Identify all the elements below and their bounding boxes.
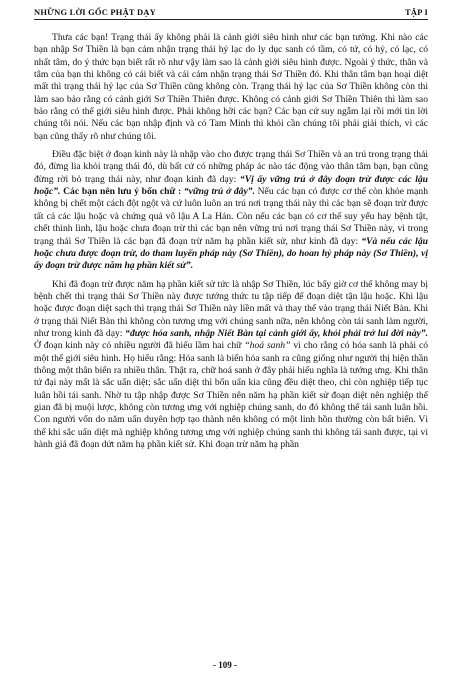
paragraph — [34, 32, 428, 143]
text-run: vì cho rằng có hóa sanh là phải có một thế giới siêu hình. Họ hiểu rằng: Hóa sanh là biến hóa sanh ra cũng giống như người thị hiện thần thông một thân biến ra nhiều thân. Thật ra, chữ hoá sanh ở đây phải hiểu nghĩa là tướng ưng. Khi thân tứ đại này mất là sắc uẩn diệt; sắc uẩn diệt thì bốn uẩn kia cũng đều diệt theo, chỉ còn nghiệp tiếp tục luân hồi tái sanh. Nhờ tu tập nhập được Sơ Thiền nên năm hạ phần kiết sử đoạn diệt nên nghiệp thế gian đã bị muội lược, không còn tương ưng với nghiệp chúng sanh, do đó không thể tái sanh luân hồi. Con người vốn do năm uẩn duyên hợp tạo thành nên không có một linh hồn thường còn bất biến. Vì thế khi sắc uẩn diệt mà nghiệp không tương ưng với nghiệp chúng sanh thì không tái sanh được, tại vì hành giả đã đoạn dứt năm hạ phần kiết sử. Khi đoạn trừ năm hạ phần — [34, 340, 429, 450]
text-run: Khi đã đoạn trừ được năm hạ phần kiết sử tức là nhập Sơ Thiền, lúc bấy giờ cơ thể không may bị bệnh chết thì trạng thái Sơ Thiền này được tướng thức tu tập tiếp để đoạn diệt tận lậu hoặc. Khi lậu hoặc được đoạn diệt sạch thì trạng thái Sơ Thiền này liền mất và thay thế vào trạng thái Niết Bàn. Khi ở trạng thái Niết Bàn thì không còn tương ưng với chúng sanh nữa, nên không còn tái sanh làm người, như trong kinh đã dạy: — [34, 278, 428, 339]
italic-text: “hoá sanh” — [244, 340, 291, 352]
quoted-sutta-text: “Vị ấy vững trú ở đây đoạn trừ được các lậu hoặc”. — [34, 173, 429, 198]
page-number: - 109 - — [213, 660, 237, 670]
quoted-sutta-text: “được hóa sanh, nhập Niết Bàn tại cảnh giới ấy, khỏi phải trở lui đời này”. — [125, 327, 428, 339]
paragraph — [34, 149, 428, 272]
volume-label: TẬP I — [405, 7, 428, 17]
quoted-sutta-text: “Và nếu các lậu hoặc chưa được đoạn trừ, do tham luyến pháp này (Sơ Thiền), do hoan hỷ pháp này (Sơ Thiền), vị ấy đoạn trừ được năm hạ phần kiết sử”. — [34, 235, 428, 272]
text-run: Ở đoạn kinh này có nhiều người đã hiểu lầm hai chữ — [34, 340, 245, 352]
paragraph — [34, 279, 428, 452]
book-title: NHỮNG LỜI GỐC PHẬT DẠY — [34, 7, 156, 17]
bold-text: Các bạn nên lưu ý bốn chữ : — [63, 186, 184, 198]
text-run: Thưa các bạn! Trạng thái ấy không phải là cảnh giới siêu hình như các bạn tưởng. Khi nào các bạn nhập Sơ Thiền là bạn cảm nhận trạng thái hỷ lạc do ly dục sanh có tầm, có tứ, có hỷ, có lạc, có nhất tâm, do ý thức bạn biết rất rõ như vậy làm sao là cảnh giới siêu hình được. Ngoài ý thức, thân và tâm của bạn thì không có cái biết và cái cảm nhận trạng thái Sơ Thiền đó. Khi thân tâm bạn hoại diệt mất thì trạng thái hỷ lạc của Sơ Thiền cũng không còn. Trạng thái hỷ lạc của Sơ Thiền không còn thì làm sao bảo rằng có cảnh giới Sơ Thiền Thiên được. Không có cảnh giới Sơ Thiền Thiên thì làm sao bảo rằng có thế giới siêu hình được. Phải không hỡi các bạn? Các bạn cứ suy ngẫm lại rồi mới tin lời chúng tôi nói. Nếu các bạn nhập định và có Tam Minh thì khỏi cần chúng tôi phải giải thích, vì các bạn cũng thấy rõ như chúng tôi. — [34, 32, 428, 142]
text-run: Nếu các bạn có được cơ thể còn khỏe mạnh không bị chết một cách đột ngột và cứ luôn luôn an trú nơi trạng thái này thì các bạn sẽ đoạn trừ được tất cả các lậu hoặc và chứng quả vô lậu A La Hán. Còn nếu các bạn có cơ thể suy yếu hay bệnh tật, chết thình lình, lậu hoặc chưa đoạn trừ thì các bạn nên vững trú nơi trạng thái Sơ Thiền này, vì trong trạng thái Sơ Thiền là các bạn đã đoạn trừ năm hạ phần kiết sử, như kinh đã dạy: — [34, 186, 428, 247]
body-text — [34, 32, 428, 457]
quoted-sutta-text: “vững trú ở đây”. — [183, 186, 255, 198]
running-header — [34, 7, 428, 20]
text-run: Điều đặc biệt ở đoạn kinh này là nhập vào cho được trạng thái Sơ Thiền và an trú trong trạng thái đó, đừng lìa khỏi trạng thái đó, dù bất cứ có những pháp ác nào tác động vào thân tâm bạn, bạn cũng đừng rời bỏ trạng thái này, như đoạn kinh đã dạy: — [34, 149, 428, 185]
